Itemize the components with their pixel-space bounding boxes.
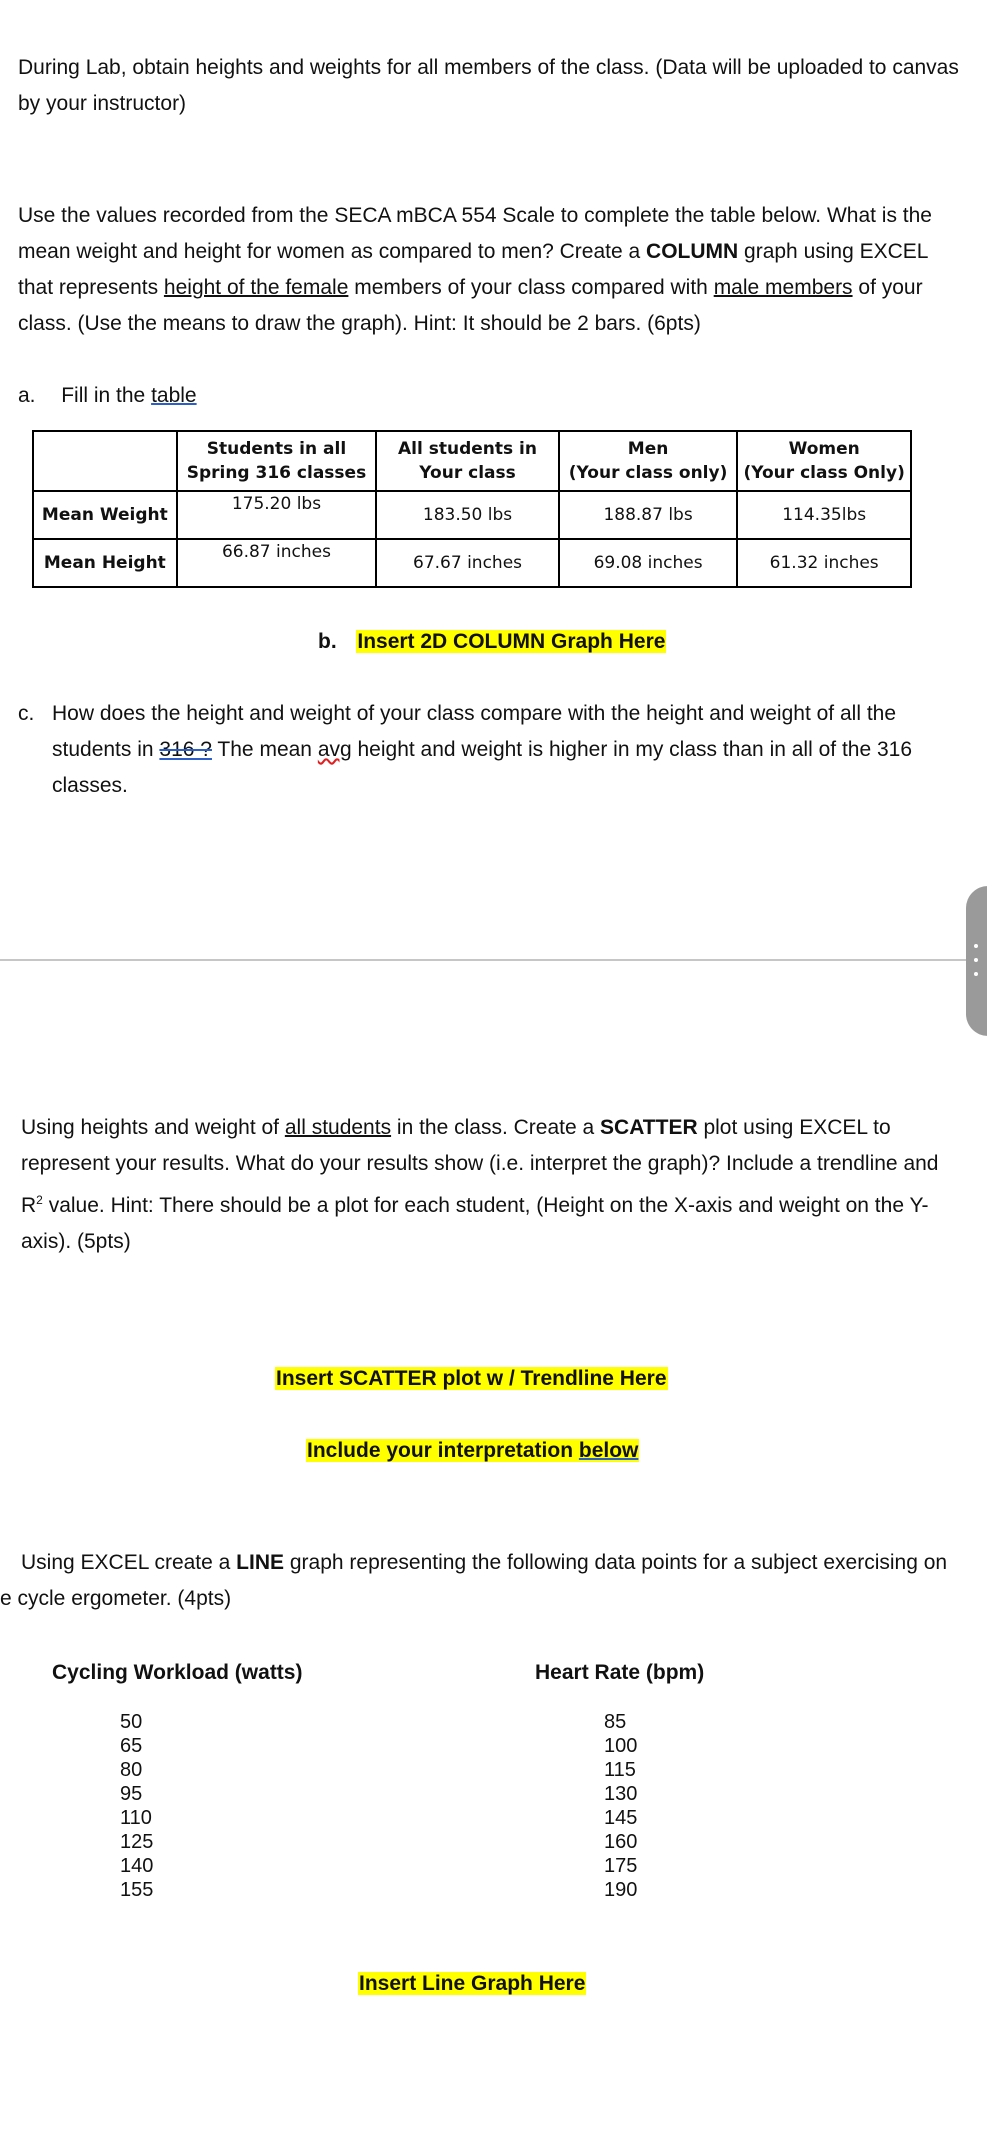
item-c xyxy=(18,696,978,804)
item-c-line-1: How does the height and weight of your class compare with the height and weight of all the xyxy=(52,702,897,725)
list-item: 140 xyxy=(120,1855,154,1877)
list-item: 155 xyxy=(120,1879,154,1901)
cell-weight-women: 114.35lbs xyxy=(737,491,911,539)
list-item: 190 xyxy=(604,1879,638,1901)
intro-line-2: by your instructor) xyxy=(18,92,187,115)
list-item: 160 xyxy=(604,1831,638,1853)
item-c-marker: c. xyxy=(18,702,35,725)
q1-line-3: that represents height of the female members of your class compared with male members of your xyxy=(18,276,923,299)
item-c-line-2: students in 316 ? The mean avg height and weight is higher in my class than in all of the 316 xyxy=(52,738,913,761)
table-row xyxy=(33,491,911,539)
question-2-paragraph xyxy=(21,1110,971,1260)
item-b-marker: b. xyxy=(318,630,337,653)
table-header-your-class: All students in Your class xyxy=(376,431,559,491)
insert-scatter-placeholder: Insert SCATTER plot w / Trendline Here xyxy=(276,1367,667,1390)
list-item: 100 xyxy=(604,1735,638,1757)
list-item: 65 xyxy=(120,1735,143,1757)
item-a-link[interactable]: table xyxy=(151,384,197,407)
item-a-text: Fill in the xyxy=(61,384,152,407)
list-item: 175 xyxy=(604,1855,638,1877)
workload-column-header: Cycling Workload (watts) xyxy=(52,1661,303,1684)
question-1-paragraph xyxy=(18,198,978,342)
row-label-mean-height: Mean Height xyxy=(33,539,177,587)
table-header-women: Women (Your class Only) xyxy=(737,431,911,491)
cell-height-women: 61.32 inches xyxy=(737,539,911,587)
q3-line-1: Using EXCEL create a LINE graph representing the following data points for a subject exercising on xyxy=(21,1551,948,1574)
cell-height-men: 69.08 inches xyxy=(559,539,738,587)
item-a-marker: a. xyxy=(18,384,36,407)
page-divider xyxy=(0,959,970,961)
table-header-all-classes: Students in all Spring 316 classes xyxy=(177,431,377,491)
table-row xyxy=(33,539,911,587)
cell-weight-men: 188.87 lbs xyxy=(559,491,738,539)
intro-paragraph xyxy=(18,50,978,122)
cell-weight-all: 175.20 lbs xyxy=(177,491,377,539)
q1-line-4: class. (Use the means to draw the graph). Hint: It should be 2 bars. (6pts) xyxy=(18,312,701,335)
list-item: 115 xyxy=(604,1759,636,1781)
question-3-paragraph xyxy=(0,1545,975,1617)
heart-rate-column-header: Heart Rate (bpm) xyxy=(535,1661,705,1684)
cell-weight-class: 183.50 lbs xyxy=(376,491,559,539)
list-item: 95 xyxy=(120,1783,143,1805)
interpretation-placeholder: Include your interpretation below xyxy=(307,1439,639,1462)
list-item: 145 xyxy=(604,1807,638,1829)
workload-values xyxy=(120,1710,153,1902)
cell-height-class: 67.67 inches xyxy=(376,539,559,587)
row-label-mean-weight: Mean Weight xyxy=(33,491,177,539)
q2-line-3: $R^2$ value. Hint: There should be a plot for each student, (Height on the X-axis and weight on the Y- xyxy=(21,1193,929,1217)
intro-line-1: During Lab, obtain heights and weights for all members of the class. (Data will be uploaded to canvas xyxy=(18,56,959,79)
list-item: 125 xyxy=(120,1831,154,1853)
q2-line-4: axis). (5pts) xyxy=(21,1230,131,1253)
side-scroll-handle[interactable] xyxy=(966,886,987,1036)
item-c-line-3: classes. xyxy=(52,774,128,797)
table-header-empty xyxy=(33,431,177,491)
q2-line-1: Using heights and weight of all students in the class. Create a SCATTER plot using EXCEL to xyxy=(21,1116,891,1139)
insert-column-graph-placeholder: Insert 2D COLUMN Graph Here xyxy=(357,630,666,653)
list-item: 50 xyxy=(120,1711,143,1733)
q2-line-2: represent your results. What do your results show (i.e. interpret the graph)? Include a trendline and xyxy=(21,1152,939,1175)
q3-line-2: e cycle ergometer. (4pts) xyxy=(0,1587,232,1610)
list-item: 130 xyxy=(604,1783,638,1805)
list-item: 85 xyxy=(604,1711,627,1733)
item-a xyxy=(18,378,197,414)
table-header-men: Men (Your class only) xyxy=(559,431,738,491)
list-item: 80 xyxy=(120,1759,143,1781)
means-table xyxy=(32,430,912,588)
cell-height-all: 66.87 inches xyxy=(177,539,377,587)
item-b xyxy=(318,624,666,660)
heart-rate-values xyxy=(604,1710,637,1902)
insert-line-graph-placeholder: Insert Line Graph Here xyxy=(359,1972,586,1995)
q1-line-1: Use the values recorded from the SECA mBCA 554 Scale to complete the table below. What is the xyxy=(18,204,932,227)
list-item: 110 xyxy=(120,1807,152,1829)
table-header-row xyxy=(33,431,911,491)
q1-line-2: mean weight and height for women as compared to men? Create a COLUMN graph using EXCEL xyxy=(18,240,929,263)
